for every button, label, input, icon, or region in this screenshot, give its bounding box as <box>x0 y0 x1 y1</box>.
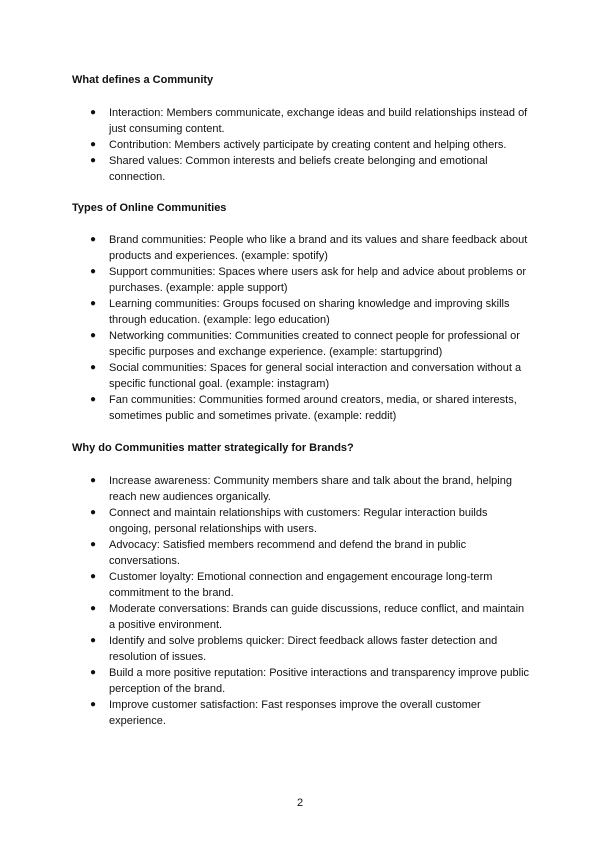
section-heading-community-types: Types of Online Communities <box>72 202 227 214</box>
list-item <box>72 232 532 264</box>
bullet-icon: ● <box>90 667 97 678</box>
bullet-icon: ● <box>90 635 97 646</box>
bullet-icon: ● <box>90 107 97 118</box>
list-item-text: Interaction: Members communicate, exchange ideas and build relationships instead of just consuming content. <box>109 107 528 135</box>
list-item-text: Networking communities: Communities created to connect people for professional or specific purposes and exchange experience. (example: startupgrind) <box>109 330 520 358</box>
bullet-icon: ● <box>90 234 97 245</box>
page-number: 2 <box>296 797 304 809</box>
bullet-list-community-types <box>72 232 532 424</box>
list-item-text: Brand communities: People who like a brand and its values and share feedback about products and experiences. (example: spotify) <box>109 234 528 262</box>
list-item-text: Support communities: Spaces where users ask for help and advice about problems or purchases. (example: apple support) <box>109 266 526 294</box>
list-item-text: Identify and solve problems quicker: Direct feedback allows faster detection and resolution of issues. <box>109 635 498 663</box>
bullet-icon: ● <box>90 362 97 373</box>
list-item-text: Moderate conversations: Brands can guide discussions, reduce conflict, and maintain a positive environment. <box>109 603 525 631</box>
section-heading-strategic-importance: Why do Communities matter strategically for Brands? <box>72 442 354 454</box>
bullet-icon: ● <box>90 330 97 341</box>
list-item <box>72 537 532 569</box>
bullet-list-strategic-importance <box>72 473 532 729</box>
list-item-text: Customer loyalty: Emotional connection and engagement encourage long-term commitment to the brand. <box>109 571 493 599</box>
bullet-icon: ● <box>90 298 97 309</box>
list-item <box>72 137 532 153</box>
list-item-text: Fan communities: Communities formed around creators, media, or shared interests, sometimes public and sometimes private. (example: reddit) <box>109 394 517 422</box>
list-item <box>72 633 532 665</box>
list-item <box>72 264 532 296</box>
bullet-icon: ● <box>90 266 97 277</box>
list-item <box>72 665 532 697</box>
bullet-icon: ● <box>90 475 97 486</box>
list-item <box>72 360 532 392</box>
list-item <box>72 392 532 424</box>
list-item <box>72 505 532 537</box>
bullet-icon: ● <box>90 507 97 518</box>
list-item <box>72 153 532 185</box>
list-item-text: Contribution: Members actively participate by creating content and helping others. <box>109 139 507 151</box>
bullet-list-community-definition <box>72 105 532 185</box>
list-item-text: Advocacy: Satisfied members recommend and defend the brand in public conversations. <box>109 539 467 567</box>
list-item <box>72 601 532 633</box>
list-item-text: Build a more positive reputation: Positive interactions and transparency improve public perception of the brand. <box>109 667 530 695</box>
list-item-text: Improve customer satisfaction: Fast responses improve the overall customer experience. <box>109 699 481 727</box>
bullet-icon: ● <box>90 603 97 614</box>
bullet-icon: ● <box>90 539 97 550</box>
bullet-icon: ● <box>90 571 97 582</box>
section-heading-community-definition: What defines a Community <box>72 74 214 86</box>
bullet-icon: ● <box>90 699 97 710</box>
list-item-text: Learning communities: Groups focused on sharing knowledge and improving skills through education. (example: lego education) <box>109 298 510 326</box>
list-item-text: Increase awareness: Community members share and talk about the brand, helping reach new audiences organically. <box>109 475 512 503</box>
list-item <box>72 296 532 328</box>
list-item <box>72 105 532 137</box>
list-item-text: Connect and maintain relationships with customers: Regular interaction builds ongoing, personal relationships with users. <box>109 507 488 535</box>
list-item <box>72 569 532 601</box>
list-item-text: Social communities: Spaces for general social interaction and conversation without a specific functional goal. (example: instagram) <box>109 362 522 390</box>
list-item <box>72 697 532 729</box>
list-item <box>72 473 532 505</box>
bullet-icon: ● <box>90 155 97 166</box>
bullet-icon: ● <box>90 139 97 150</box>
list-item-text: Shared values: Common interests and beliefs create belonging and emotional connection. <box>109 155 488 183</box>
bullet-icon: ● <box>90 394 97 405</box>
list-item <box>72 328 532 360</box>
